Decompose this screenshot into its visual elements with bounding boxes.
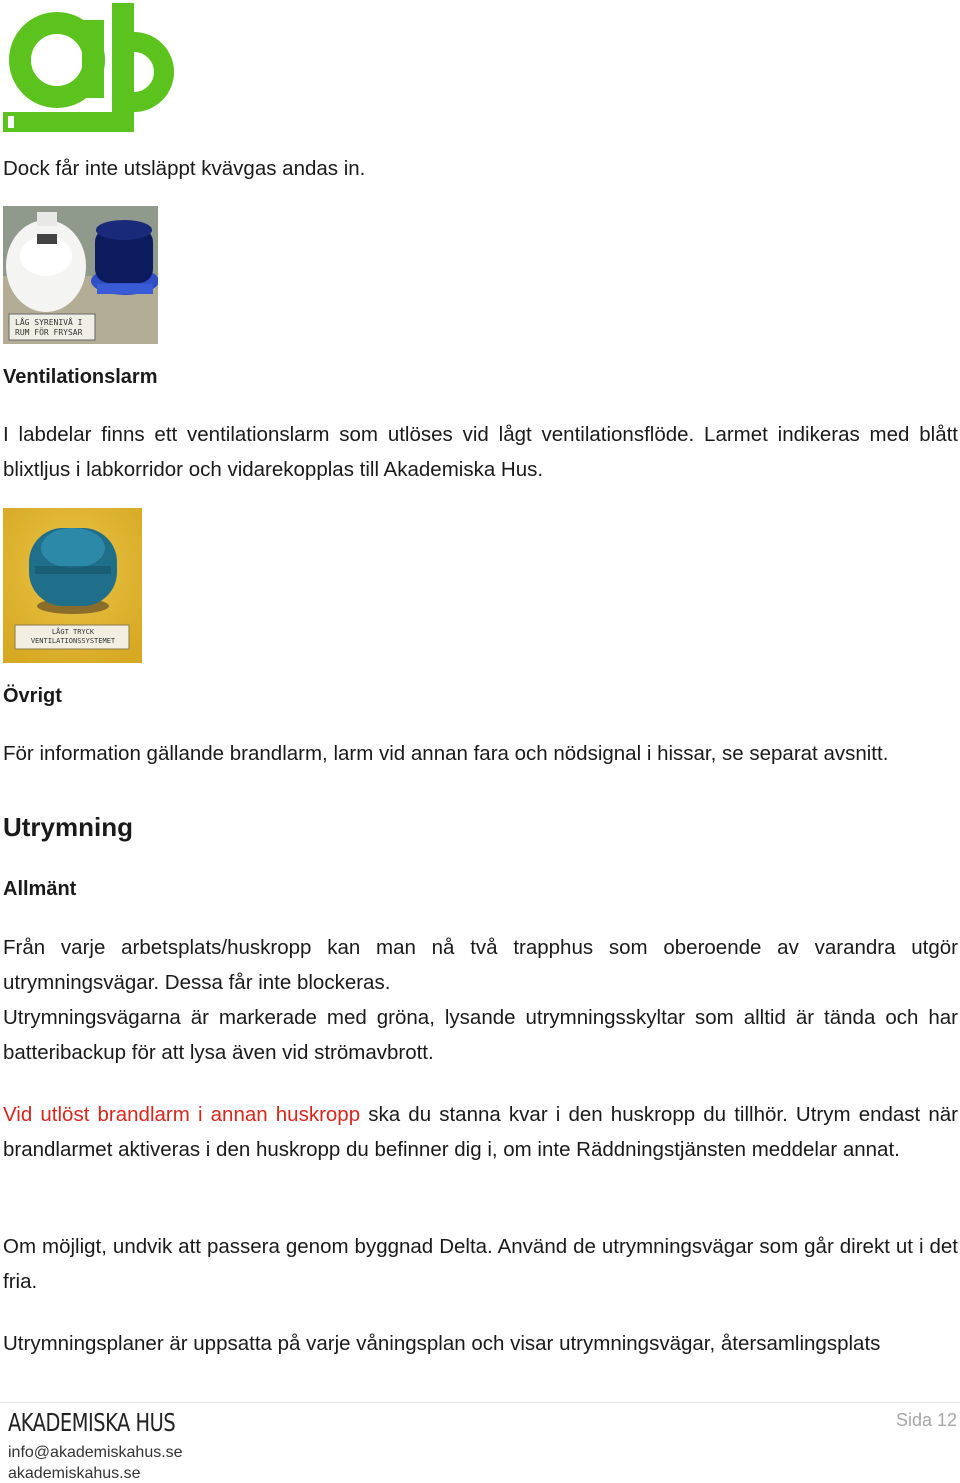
footer-page-number: Sida 12: [895, 1410, 957, 1430]
oxygen-alarm-photo: [3, 206, 158, 344]
akademiska-hus-ap-logo-icon: [0, 0, 180, 138]
photo2-label-line-2: VENTILATIONSSYSTEMET: [30, 637, 116, 645]
footer-email[interactable]: info@akademiskahus.se: [8, 1444, 183, 1461]
ovrigt-paragraph: För information gällande brandlarm, larm vid annan fara och nödsignal i hissar, se separat avsnitt.: [3, 742, 889, 765]
utrymning-heading: Utrymning: [3, 812, 133, 842]
company-logo: [0, 0, 180, 138]
utrymning-paragraph-1: Från varje arbetsplats/huskropp kan man nå två trapphus som oberoende av varandra utgör utrymningsvägar. Dessa får inte blockeras.: [3, 936, 958, 994]
utrymning-paragraph-4: Om möjligt, undvik att passera genom byggnad Delta. Använd de utrymningsvägar som går direkt ut i det fria.: [3, 1235, 958, 1293]
ventilation-alarm-photo: [3, 508, 142, 663]
utrymning-paragraph-2: Utrymningsvägarna är markerade med gröna, lysande utrymningsskyltar som alltid är tända och har batteribackup för att lysa även vid strömavbrott.: [3, 1006, 958, 1064]
ventilation-paragraph: I labdelar finns ett ventilationslarm som utlöses vid lågt ventilationsflöde. Larmet indikeras med blått blixtljus i labkorridor och vidarekopplas till Akademiska Hus.: [3, 423, 958, 481]
intro-text: Dock får inte utsläppt kvävgas andas in.: [3, 157, 366, 180]
footer-company-name: AKADEMISKA HUS: [8, 1408, 176, 1437]
photo1-label-line-1: LÅG SYRENIVÅ I: [15, 318, 83, 327]
photo1-label-line-2: RUM FÖR FRYSAR: [15, 328, 83, 337]
footer-website[interactable]: akademiskahus.se: [8, 1465, 141, 1482]
fire-alarm-highlight: Vid utlöst brandlarm i annan huskropp: [3, 1103, 361, 1126]
utrymning-paragraph-3: [3, 1097, 958, 1167]
footer-divider: [0, 1402, 960, 1403]
utrymning-paragraph-5: Utrymningsplaner är uppsatta på varje våningsplan och visar utrymningsvägar, återsamlingsplats: [3, 1332, 881, 1355]
photo2-label-line-1: LÅGT TRYCK: [51, 628, 95, 636]
utrymning-paragraph-3-rest: ska du stanna kvar i den huskropp du tillhör. Utrym endast när brandlarmet aktiveras i den huskropp du befinner dig i, om inte Räddningstjänsten meddelar annat.: [3, 1103, 959, 1161]
ventilation-heading: Ventilationslarm: [3, 366, 158, 388]
ovrigt-heading: Övrigt: [3, 685, 62, 707]
allmant-subheading: Allmänt: [3, 878, 77, 900]
